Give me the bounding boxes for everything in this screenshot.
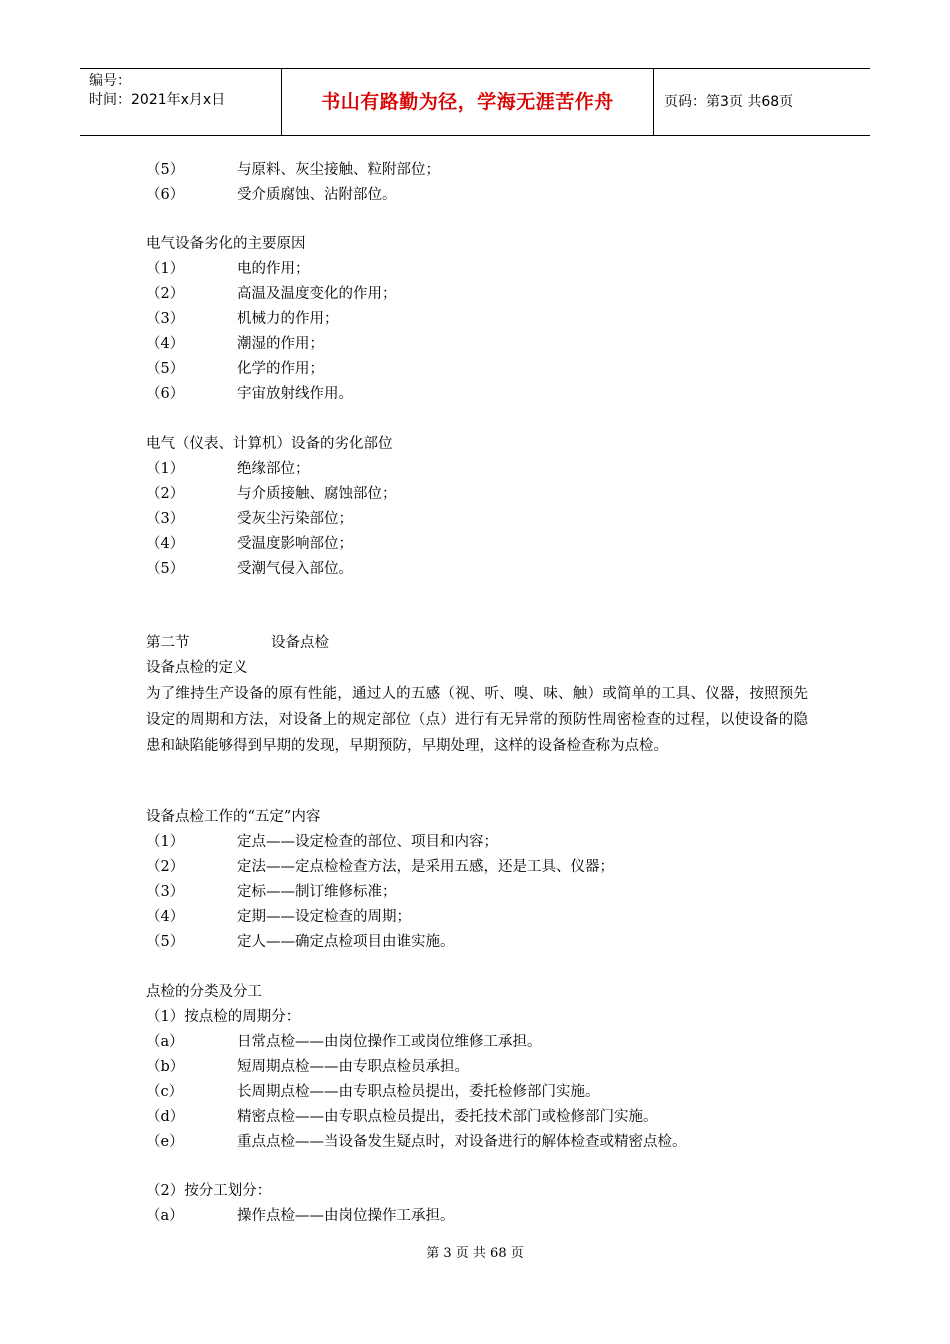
- list-item-text: 定人——确定点检项目由谁实施。: [237, 934, 455, 950]
- list-item: [146, 855, 614, 880]
- list-item-text: 受介质腐蚀、沾附部位。: [237, 187, 397, 203]
- list-item: [146, 1055, 469, 1080]
- list-item: [146, 507, 353, 532]
- list-item: [146, 158, 440, 183]
- list-item-text: 与介质接触、腐蚀部位；: [237, 486, 397, 502]
- subheading: 设备点检工作的“五定”内容: [146, 809, 321, 825]
- list-item-text: 日常点检——由岗位操作工或岗位维修工承担。: [237, 1034, 542, 1050]
- list-item-number: （c）: [146, 1084, 184, 1100]
- list-item: [146, 930, 455, 955]
- list-item: [146, 282, 397, 307]
- section-label: 第二节: [146, 635, 190, 651]
- list-item-text: 潮湿的作用；: [237, 336, 324, 352]
- section-title: 设备点检: [271, 635, 329, 651]
- list-item-number: （a）: [146, 1034, 184, 1050]
- list-item-number: （5）: [146, 162, 185, 178]
- list-item: [146, 357, 324, 382]
- list-item-number: （4）: [146, 909, 185, 925]
- list-item-text: 绝缘部位；: [237, 461, 310, 477]
- list-item-text: 电的作用；: [237, 261, 310, 277]
- list-item: [146, 532, 353, 557]
- list-item: [146, 482, 397, 507]
- subheading: 点检的分类及分工: [146, 984, 262, 1000]
- list-item: [146, 183, 397, 208]
- list-item-number: （4）: [146, 536, 185, 552]
- list-item-number: （2）: [146, 859, 185, 875]
- page-footer: 第 3 页 共 68 页: [426, 1246, 524, 1261]
- list-item-number: （2）: [146, 286, 185, 302]
- list-item-number: （2）: [146, 486, 185, 502]
- list-item: [146, 257, 310, 282]
- list-item-number: （d）: [146, 1109, 185, 1125]
- list-item-text: 宇宙放射线作用。: [237, 386, 353, 402]
- subheading: （2）按分工划分：: [146, 1183, 272, 1199]
- list-item: [146, 1030, 542, 1055]
- header-page-info: 页码：第3页 共68页: [664, 94, 794, 110]
- list-item-number: （1）: [146, 261, 185, 277]
- list-item: [146, 307, 339, 332]
- list-item: [146, 905, 411, 930]
- list-item-text: 定期——设定检查的周期；: [237, 909, 411, 925]
- list-item: [146, 880, 397, 905]
- list-item: [146, 382, 353, 407]
- list-item: [146, 1130, 687, 1155]
- list-item-text: 短周期点检——由专职点检员承担。: [237, 1059, 469, 1075]
- list-item-number: （3）: [146, 511, 185, 527]
- list-item-number: （3）: [146, 311, 185, 327]
- list-item-number: （e）: [146, 1134, 184, 1150]
- subheading: 电气（仪表、计算机）设备的劣化部位: [146, 436, 393, 452]
- header-meta: [80, 69, 282, 136]
- list-item-number: （b）: [146, 1059, 185, 1075]
- list-item-text: 高温及温度变化的作用；: [237, 286, 397, 302]
- list-item: [146, 830, 498, 855]
- list-item-text: 化学的作用；: [237, 361, 324, 377]
- list-item-text: 重点点检——当设备发生疑点时，对设备进行的解体检查或精密点检。: [237, 1134, 687, 1150]
- list-item-number: （1）: [146, 834, 185, 850]
- subheading: 电气设备劣化的主要原因: [146, 236, 306, 252]
- document-date: 时间：2021年x月x日: [89, 92, 226, 108]
- list-item-text: 与原料、灰尘接触、粒附部位；: [237, 162, 440, 178]
- list-item-text: 受灰尘污染部位；: [237, 511, 353, 527]
- list-item: [146, 332, 324, 357]
- list-item: [146, 457, 310, 482]
- header-motto: 书山有路勤为径，学海无涯苦作舟: [282, 69, 654, 136]
- list-item: [146, 1105, 658, 1130]
- list-item: [146, 1204, 455, 1229]
- list-item: [146, 557, 353, 582]
- list-item-number: （a）: [146, 1208, 184, 1224]
- section-heading: [146, 631, 329, 656]
- page-header: [80, 68, 870, 136]
- list-item-number: （6）: [146, 187, 185, 203]
- list-item-text: 长周期点检——由专职点检员提出，委托检修部门实施。: [237, 1084, 600, 1100]
- list-item-text: 定点——设定检查的部位、项目和内容；: [237, 834, 498, 850]
- document-number-label: 编号：: [89, 73, 131, 89]
- list-item-number: （5）: [146, 361, 185, 377]
- subheading: （1）按点检的周期分：: [146, 1009, 301, 1025]
- list-item-number: （5）: [146, 934, 185, 950]
- definition-paragraph: 为了维持生产设备的原有性能，通过人的五感（视、听、嗅、味、触）或简单的工具、仪器，按照预先设定的周期和方法，对设备上的规定部位（点）进行有无异常的预防性周密检查的过程，以使设备的隐患和缺陷能够得到早期的发现，早期预防，早期处理，这样的设备检查称为点检。: [146, 686, 808, 754]
- list-item-text: 定法——定点检检查方法，是采用五感，还是工具、仪器；: [237, 859, 614, 875]
- list-item-number: （5）: [146, 561, 185, 577]
- list-item-number: （3）: [146, 884, 185, 900]
- list-item: [146, 1080, 600, 1105]
- list-item-text: 受温度影响部位；: [237, 536, 353, 552]
- list-item-number: （4）: [146, 336, 185, 352]
- list-item-text: 操作点检——由岗位操作工承担。: [237, 1208, 455, 1224]
- subheading: 设备点检的定义: [146, 660, 248, 676]
- list-item-text: 受潮气侵入部位。: [237, 561, 353, 577]
- list-item-number: （1）: [146, 461, 185, 477]
- list-item-text: 定标——制订维修标准；: [237, 884, 397, 900]
- list-item-number: （6）: [146, 386, 185, 402]
- list-item-text: 精密点检——由专职点检员提出，委托技术部门或检修部门实施。: [237, 1109, 658, 1125]
- list-item-text: 机械力的作用；: [237, 311, 339, 327]
